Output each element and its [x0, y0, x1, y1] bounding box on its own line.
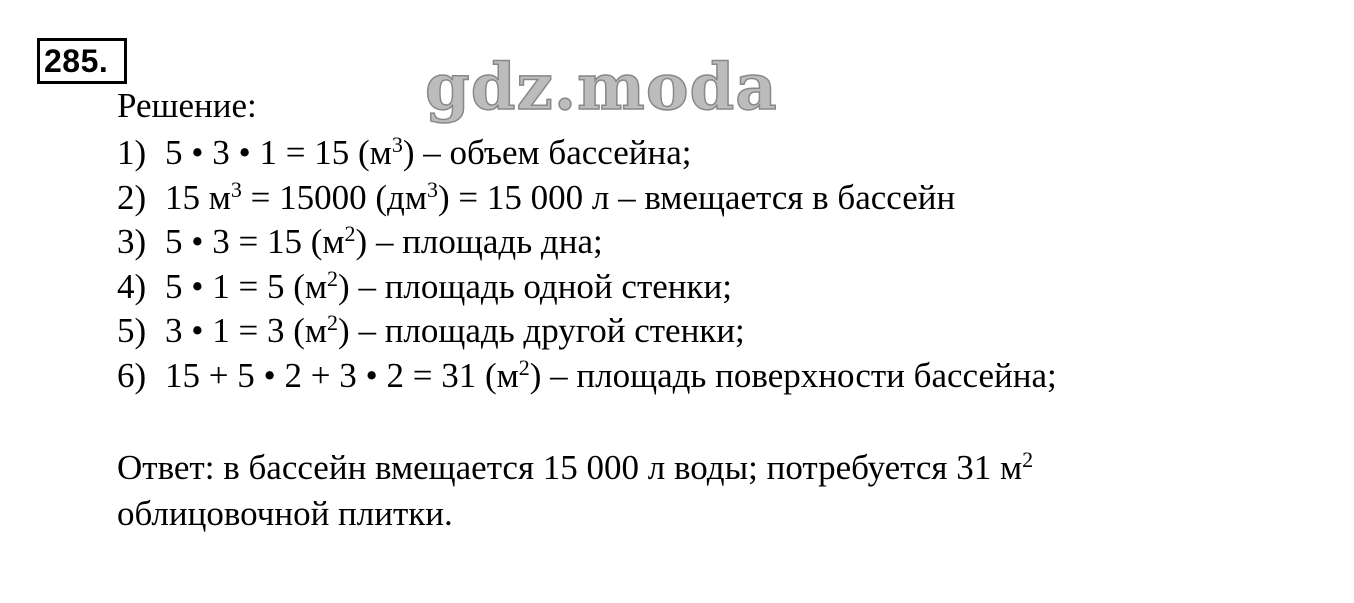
answer-exponent: 2	[1022, 446, 1034, 472]
step-exponent: 2	[327, 265, 339, 291]
task-number-box	[37, 38, 127, 84]
step-number: 5)	[117, 311, 147, 351]
solution-step-6	[117, 354, 1057, 399]
step-number: 3)	[117, 222, 147, 262]
step-expression: 15 + 5 • 2 + 3 • 2 = 31 (м	[165, 355, 519, 395]
solution-step-2	[117, 176, 1057, 221]
solution-step-1	[117, 131, 1057, 176]
step-exponent: 3	[427, 176, 439, 202]
step-exponent: 2	[327, 310, 339, 336]
step-description: ) – площадь поверхности бассейна;	[529, 355, 1057, 395]
solution-step-5	[117, 309, 1057, 354]
step-expression: 3 • 1 = 3 (м	[165, 311, 328, 351]
step-description: ) = 15 000 л – вмещается в бассейн	[438, 177, 956, 217]
step-expression: 5 • 1 = 5 (м	[165, 266, 328, 306]
answer-line-2: облицовочной плитки.	[117, 494, 453, 533]
step-exponent: 2	[344, 221, 356, 247]
step-expression-middle: = 15000 (дм	[241, 177, 428, 217]
step-exponent: 3	[230, 176, 242, 202]
step-exponent: 3	[391, 131, 403, 157]
step-number: 4)	[117, 266, 147, 306]
step-expression: 5 • 3 = 15 (м	[165, 222, 345, 262]
answer-block	[117, 445, 1033, 537]
step-exponent: 2	[518, 354, 530, 380]
step-description: ) – объем бассейна;	[402, 133, 692, 172]
solution-steps	[117, 131, 1057, 399]
answer-text: Ответ: в бассейн вмещается 15 000 л воды; потребуется 31 м	[117, 448, 1023, 487]
solution-step-4	[117, 265, 1057, 310]
step-expression: 5 • 3 • 1 = 15 (м	[165, 133, 392, 172]
step-number: 6)	[117, 355, 147, 395]
solution-step-3	[117, 220, 1057, 265]
step-expression: 15 м	[165, 177, 231, 217]
step-description: ) – площадь другой стенки;	[338, 311, 745, 351]
answer-line-1	[117, 445, 1033, 491]
step-description: ) – площадь дна;	[355, 222, 603, 262]
step-number: 1)	[117, 133, 147, 172]
step-number: 2)	[117, 177, 147, 217]
task-number: 285.	[44, 43, 109, 79]
step-description: ) – площадь одной стенки;	[338, 266, 732, 306]
solution-heading: Решение:	[117, 86, 257, 125]
watermark-text: gdz.moda	[425, 50, 778, 125]
